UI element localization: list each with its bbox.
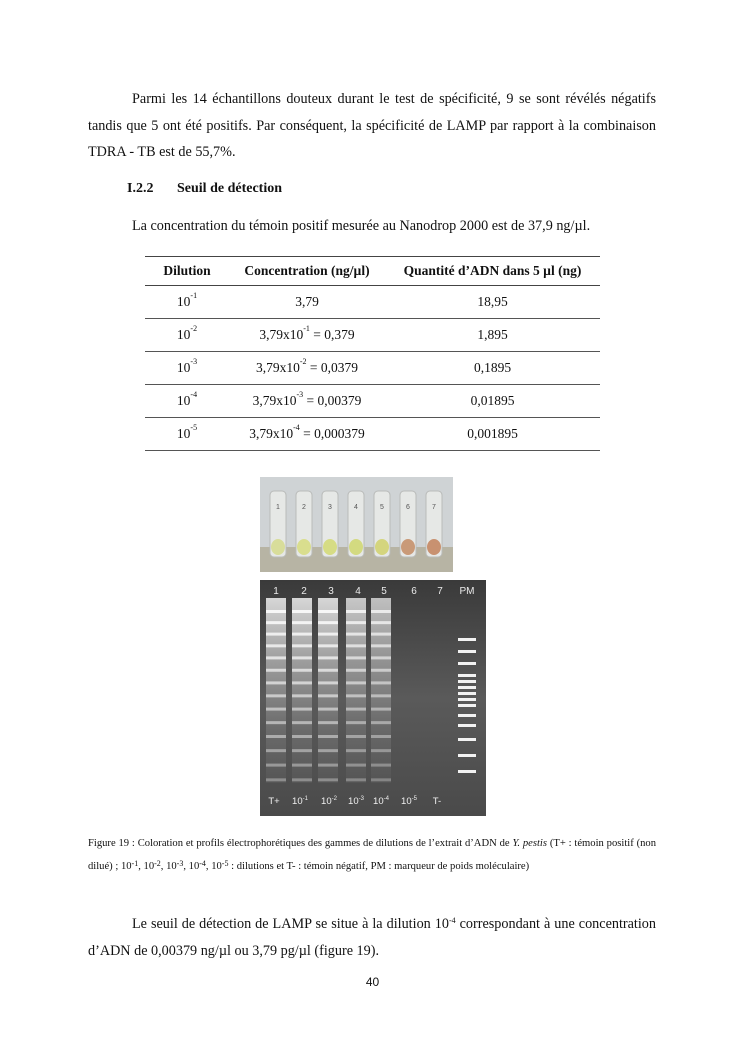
gel-band	[371, 644, 391, 647]
caption-exp-4: -4	[199, 859, 206, 868]
gel-band	[346, 669, 366, 672]
gel-band	[318, 778, 338, 781]
gel-band	[318, 721, 338, 724]
gel-band	[292, 708, 312, 711]
gel-band	[292, 749, 312, 752]
gel-photo	[260, 580, 486, 816]
tube-liquid	[375, 539, 389, 555]
gel-band	[292, 610, 312, 613]
gel-band	[318, 764, 338, 767]
gel-band	[266, 621, 286, 624]
marker-band	[458, 662, 476, 665]
gel-lane	[266, 598, 286, 783]
cell-quantity: 18,95	[385, 286, 600, 319]
gel-band	[346, 749, 366, 752]
cell-dilution: $10^{-5}$	[145, 418, 229, 451]
caption-exp-1: -1	[131, 859, 139, 868]
cell-concentration: $3,79x10^{-1} = 0,379$	[229, 319, 385, 352]
gel-band	[346, 656, 366, 659]
marker-band	[458, 714, 476, 717]
gel-band	[266, 735, 286, 738]
cell-quantity: 0,1895	[385, 352, 600, 385]
gel-band	[266, 778, 286, 781]
table-row	[145, 319, 600, 352]
tube-label: 4	[354, 504, 358, 511]
caption-text-7: : dilutions et T- : témoin négatif, PM : marqueur de poids moléculaire)	[228, 861, 530, 872]
paragraph-specificity: Parmi les 14 échantillons douteux durant le test de spécificité, 9 se sont révélés négatifs tandis que 5 ont été positifs. Par conséquent, la spécificité de LAMP par rapport à la combinaison TDRA - TB est de 55,7%.	[88, 91, 656, 160]
cell-dilution: $10^{-2}$	[145, 319, 229, 352]
gel-band	[346, 735, 366, 738]
cell-quantity: 0,001895	[385, 418, 600, 451]
section-heading	[127, 181, 282, 197]
cell-dilution: $10^{-1}$	[145, 286, 229, 319]
gel-band	[292, 721, 312, 724]
figure-caption	[88, 832, 656, 878]
gel-lane-number: 5	[381, 586, 387, 597]
cell-concentration: $3,79x10^{-4} = 0,000379$	[229, 418, 385, 451]
gel-dilution-label: T-	[432, 796, 442, 807]
gel-band	[318, 749, 338, 752]
gel-band	[318, 633, 338, 636]
gel-band	[371, 656, 391, 659]
caption-text-4: , 10	[160, 861, 177, 872]
header-quantity: Quantité d’ADN dans 5 µl (ng)	[385, 257, 600, 286]
gel-band	[266, 644, 286, 647]
gel-lane	[318, 598, 338, 783]
gel-band	[371, 749, 391, 752]
caption-exp-3: -3	[176, 859, 184, 868]
gel-band	[266, 681, 286, 684]
gel-band	[292, 621, 312, 624]
caption-exp-2: -2	[154, 859, 161, 868]
gel-band	[266, 669, 286, 672]
caption-species: Y. pestis	[512, 838, 547, 849]
header-concentration: Concentration (ng/µl)	[229, 257, 385, 286]
gel-band	[266, 694, 286, 697]
cell-dilution: $10^{-3}$	[145, 352, 229, 385]
gel-lane-number: 7	[437, 586, 443, 597]
gel-lane-number: 1	[273, 586, 279, 597]
header-dilution: Dilution	[145, 257, 229, 286]
gel-band	[318, 610, 338, 613]
gel-band	[318, 656, 338, 659]
tube-liquid	[401, 539, 415, 555]
gel-lane-number: 4	[355, 586, 361, 597]
para2-text-2: correspondant à une concentration d’ADN de 0,00379 ng/µl ou 3,79 pg/µl (figure 19).	[88, 916, 656, 959]
marker-band	[458, 770, 476, 773]
marker-band	[458, 650, 476, 653]
section-number: I.2.2	[127, 181, 154, 196]
gel-band	[346, 778, 366, 781]
gel-dilution-label: $10^{-1}$	[292, 796, 308, 807]
gel-band	[318, 644, 338, 647]
gel-lane-number: 6	[411, 586, 417, 597]
gel-dilution-label: $10^{-3}$	[348, 796, 364, 807]
tube-liquid	[427, 539, 441, 555]
tubes-photo	[260, 477, 453, 572]
cell-concentration: $3,79x10^{-2} = 0,0379$	[229, 352, 385, 385]
gel-dilution-label: $10^{-4}$	[373, 796, 389, 807]
gel-band	[292, 633, 312, 636]
concentration-sentence: La concentration du témoin positif mesurée au Nanodrop 2000 est de 37,9 ng/µl.	[132, 218, 591, 234]
gel-lane	[346, 598, 366, 783]
gel-band	[371, 633, 391, 636]
gel-band	[346, 610, 366, 613]
gel-band	[292, 694, 312, 697]
gel-dilution-label: $10^{-5}$	[401, 796, 417, 807]
gel-band	[318, 694, 338, 697]
tube-liquid	[271, 539, 285, 555]
gel-band	[266, 633, 286, 636]
caption-exp-5: -5	[221, 859, 229, 868]
gel-band	[292, 778, 312, 781]
gel-band	[371, 735, 391, 738]
section-title: Seuil de détection	[177, 181, 282, 196]
marker-band	[458, 674, 476, 677]
cell-quantity: 0,01895	[385, 385, 600, 418]
marker-band	[458, 698, 476, 701]
table-row	[145, 418, 600, 451]
gel-band	[371, 764, 391, 767]
gel-band	[371, 708, 391, 711]
table-row	[145, 286, 600, 319]
gel-band	[318, 708, 338, 711]
tube-label: 6	[406, 504, 410, 511]
marker-band	[458, 680, 476, 683]
cell-concentration: 3,79	[229, 286, 385, 319]
tube-label: 7	[432, 504, 436, 511]
gel-lane	[371, 598, 391, 783]
gel-band	[346, 633, 366, 636]
caption-text-3: , 10	[138, 861, 155, 872]
gel-dilution-label: T+	[268, 796, 280, 807]
marker-band	[458, 686, 476, 689]
gel-band	[318, 621, 338, 624]
gel-band	[371, 694, 391, 697]
marker-band	[458, 738, 476, 741]
caption-text-2: (T+ : témoin positif (non dilué) ; 10	[88, 838, 657, 872]
gel-band	[371, 721, 391, 724]
table-row	[145, 352, 600, 385]
tubes-illustration	[260, 477, 453, 572]
gel-lane-number: PM	[459, 586, 475, 597]
tube-label: 1	[276, 504, 280, 511]
gel-band	[292, 735, 312, 738]
gel-band	[292, 681, 312, 684]
gel-band	[346, 621, 366, 624]
gel-band	[346, 681, 366, 684]
table-row	[145, 385, 600, 418]
gel-band	[346, 644, 366, 647]
gel-lane-number: 2	[301, 586, 307, 597]
gel-band	[346, 721, 366, 724]
marker-band	[458, 754, 476, 757]
paragraph-detection-threshold	[88, 911, 656, 964]
para2-text-1: Le seuil de détection de LAMP se situe à la dilution 10	[132, 916, 449, 932]
gel-lane-number: 3	[328, 586, 334, 597]
gel-band	[371, 610, 391, 613]
gel-band	[266, 749, 286, 752]
gel-band	[292, 644, 312, 647]
caption-text-1: Figure 19 : Coloration et profils électrophorétiques des gammes de dilutions de l’extrait d’ADN de	[88, 838, 513, 849]
gel-dilution-label: $10^{-2}$	[321, 796, 337, 807]
marker-band	[458, 704, 476, 707]
tube-label: 2	[302, 504, 306, 511]
gel-band	[266, 610, 286, 613]
gel-band	[292, 764, 312, 767]
marker-band	[458, 638, 476, 641]
gel-band	[346, 694, 366, 697]
gel-band	[292, 669, 312, 672]
gel-band	[371, 669, 391, 672]
gel-illustration	[260, 580, 486, 816]
table-header-row	[145, 257, 600, 286]
gel-band	[266, 708, 286, 711]
cell-quantity: 1,895	[385, 319, 600, 352]
tube-liquid	[323, 539, 337, 555]
gel-band	[292, 656, 312, 659]
dilution-table	[145, 256, 600, 451]
gel-band	[371, 621, 391, 624]
gel-band	[371, 681, 391, 684]
gel-band	[318, 735, 338, 738]
cell-concentration: $3,79x10^{-3} = 0,00379$	[229, 385, 385, 418]
gel-band	[266, 656, 286, 659]
gel-band	[318, 669, 338, 672]
caption-text-5: , 10	[183, 861, 200, 872]
tube-liquid	[349, 539, 363, 555]
tube-label: 5	[380, 504, 384, 511]
gel-band	[346, 708, 366, 711]
page-number: 40	[365, 975, 380, 989]
gel-band	[266, 764, 286, 767]
gel-band	[346, 764, 366, 767]
marker-band	[458, 724, 476, 727]
gel-band	[266, 721, 286, 724]
caption-text-6: , 10	[205, 861, 222, 872]
tube-liquid	[297, 539, 311, 555]
tube-label: 3	[328, 504, 332, 511]
marker-band	[458, 692, 476, 695]
gel-band	[318, 681, 338, 684]
para2-exp: -4	[448, 916, 456, 925]
gel-lane	[292, 598, 312, 783]
gel-band	[371, 778, 391, 781]
cell-dilution: $10^{-4}$	[145, 385, 229, 418]
